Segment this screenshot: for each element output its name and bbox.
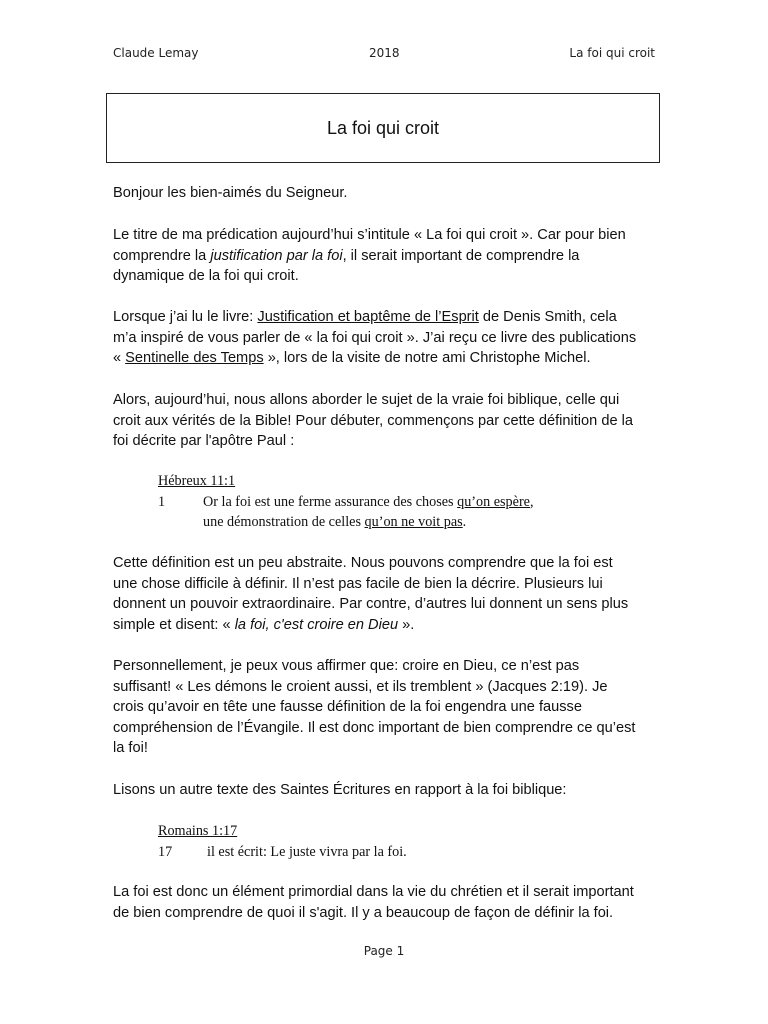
personal-paragraph — [113, 656, 658, 759]
intro-line-2c: , il serait important de comprendre la — [342, 247, 580, 264]
book-line-1c: de Denis Smith, cela — [478, 309, 617, 325]
header-author: Claude Lemay — [113, 46, 199, 60]
definition-line-4c: ». — [398, 616, 415, 633]
personal-line-1: Personnellement, je peux vous affirmer que: croire en Dieu, ce n’est pas — [113, 658, 580, 674]
intro-line-2a: comprendre la — [113, 247, 211, 264]
definition-line-4a: simple et disent: « — [113, 616, 235, 633]
publisher-link[interactable]: Sentinelle des Temps — [125, 350, 264, 366]
subject-line-1: Alors, aujourd’hui, nous allons aborder le sujet de la vraie foi biblique, celle qui — [113, 392, 620, 408]
header-title: La foi qui croit — [569, 46, 655, 60]
quote-text-2b: qu’on ne voit pas — [364, 514, 463, 530]
scripture-intro-paragraph — [113, 780, 658, 801]
quote2-text: il est écrit: Le juste vivra par la foi. — [207, 844, 407, 860]
conclusion-line-1: La foi est donc un élément primordial dans la vie du chrétien et il serait important — [113, 884, 634, 900]
document-title: La foi qui croit — [326, 117, 440, 138]
quote-text-2a: une démonstration de celles — [203, 514, 365, 530]
greeting-paragraph — [113, 183, 658, 204]
book-paragraph — [113, 307, 658, 369]
quote-text-1a: Or la foi est une ferme assurance des choses — [203, 494, 458, 510]
scripture-intro-text: Lisons un autre texte des Saintes Écritures en rapport à la foi biblique: — [113, 782, 567, 798]
conclusion-paragraph — [113, 882, 658, 923]
book-line-3a: « — [113, 350, 126, 366]
book-line-1a: Lorsque j’ai lu le livre: — [113, 309, 258, 325]
intro-line-3: dynamique de la foi qui croit. — [113, 268, 299, 284]
subject-line-3: foi décrite par l'apôtre Paul : — [113, 433, 295, 449]
intro-emphasis: justification par la foi — [210, 247, 343, 264]
personal-line-4: compréhension de l’Évangile. Il est donc important de bien comprendre ce qu’est — [113, 719, 636, 736]
quote-line-1 — [203, 492, 534, 512]
quote-reference-hebrews: Hébreux 11:1 — [158, 473, 236, 489]
quote-text-1b: qu’on espère — [457, 494, 530, 510]
book-line-3c: », lors de la visite de notre ami Christophe Michel. — [263, 350, 591, 366]
header-year: 2018 — [369, 46, 400, 60]
personal-line-2: suffisant! « Les démons le croient aussi, et ils tremblent » (Jacques 2:19). Je — [113, 678, 608, 695]
quote2-verse-number: 17 — [158, 844, 173, 860]
conclusion-line-2: de bien comprendre de quoi il s'agit. Il y a beaucoup de façon de définir la foi. — [113, 904, 614, 921]
intro-line-1: Le titre de ma prédication aujourd’hui s’intitule « La foi qui croit ». Car pour bien — [113, 227, 626, 243]
intro-paragraph — [113, 225, 658, 287]
subject-paragraph — [113, 390, 658, 452]
definition-line-1: Cette définition est un peu abstraite. Nous pouvons comprendre que la foi est — [113, 555, 613, 571]
definition-paragraph — [113, 553, 658, 635]
definition-line-2: une chose difficile à définir. Il n’est pas facile de bien la décrire. Plusieurs lui — [113, 575, 603, 592]
page-number: Page 1 — [363, 944, 405, 958]
quote-verse-number: 1 — [158, 494, 166, 510]
greeting-text: Bonjour les bien-aimés du Seigneur. — [113, 185, 348, 201]
definition-line-3: donnent un pouvoir extraordinaire. Par contre, d’autres lui donnent un sens plus — [113, 596, 629, 612]
personal-line-3: crois qu’avoir en tête une fausse définition de la foi engendra une fausse — [113, 699, 582, 715]
definition-emphasis: la foi, c'est croire en Dieu — [234, 616, 399, 633]
quote-text-1c: , — [529, 494, 534, 510]
subject-line-2: croit aux vérités de la Bible! Pour débuter, commençons par cette définition de la — [113, 412, 633, 429]
title-box — [106, 93, 660, 163]
personal-line-5: la foi! — [113, 740, 148, 756]
quote-reference-romans: Romains 1:17 — [158, 823, 238, 839]
quote-line-2 — [203, 512, 466, 532]
quote-text-2c: . — [462, 514, 467, 530]
book-title-link[interactable]: Justification et baptême de l’Esprit — [257, 309, 479, 325]
book-line-2: m’a inspiré de vous parler de « la foi qui croit ». J’ai reçu ce livre des publications — [113, 329, 637, 346]
